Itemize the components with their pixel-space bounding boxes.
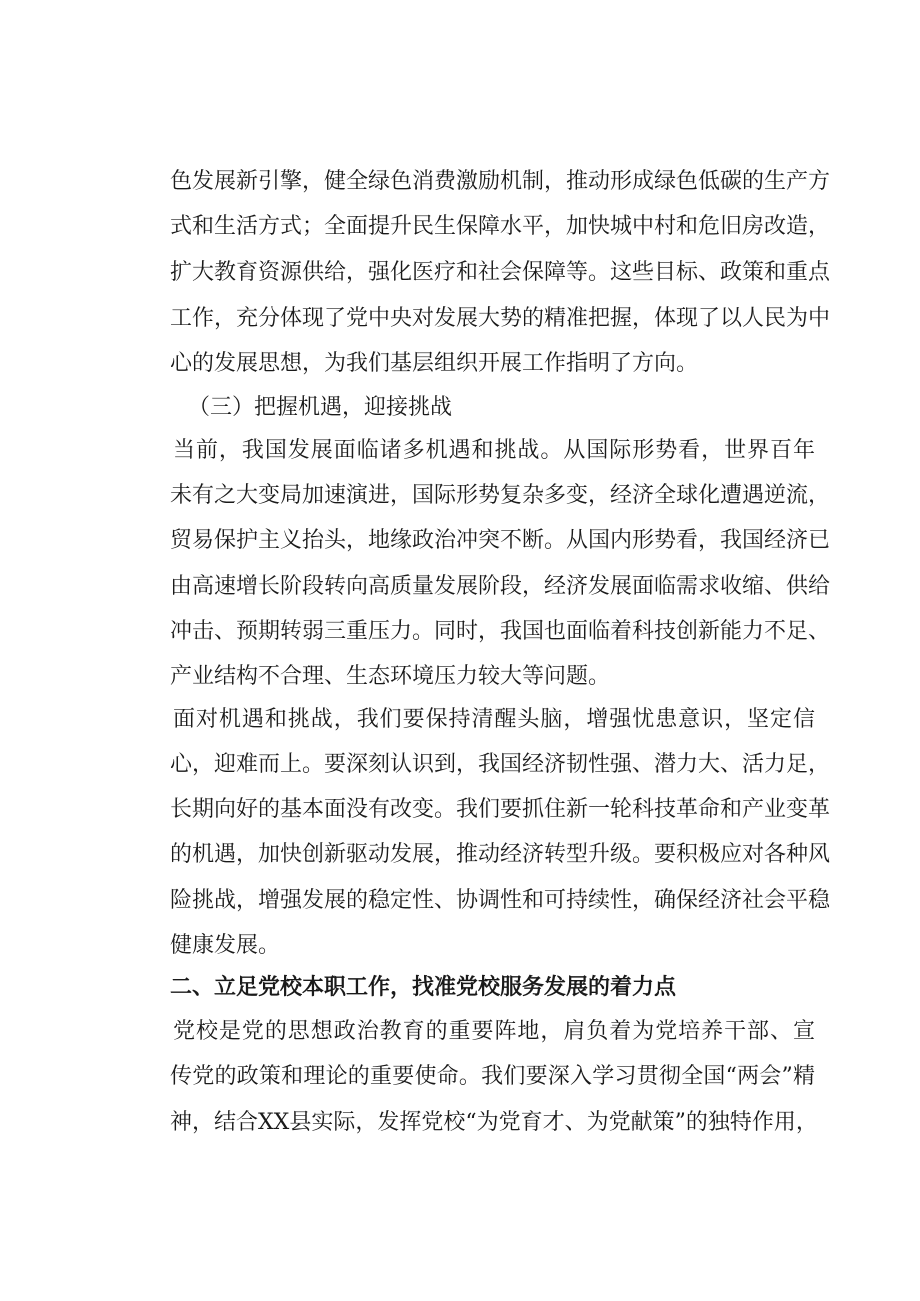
paragraph-2-line-3: 贸易保护主义抬头，地缘政治冲突不断。从国内形势看，我国经济已 <box>170 528 831 553</box>
paragraph-4-line-3: 神，结合XX县实际，发挥党校“为党育才、为党献策”的独特作用， <box>170 1110 818 1135</box>
paragraph-3-line-6: 健康发展。 <box>170 933 281 958</box>
paragraph-4-line-1: 党校是党的思想政治教育的重要阵地，肩负着为党培养干部、宣 <box>173 1019 815 1044</box>
paragraph-1-line-4: 工作，充分体现了党中央对发展大势的精准把握，体现了以人民为中 <box>170 306 831 331</box>
paragraph-1-line-1: 色发展新引擎，健全绿色消费激励机制，推动形成绿色低碳的生产方 <box>170 169 831 194</box>
paragraph-3-line-3: 长期向好的基本面没有改变。我们要抓住新一轮科技革命和产业变革 <box>170 797 831 822</box>
paragraph-3-line-2: 心，迎难而上。要深刻认识到，我国经济韧性强、潜力大、活力足， <box>170 752 831 777</box>
paragraph-2-line-4: 由高速增长阶段转向高质量发展阶段，经济发展面临需求收缩、供给 <box>170 574 831 599</box>
paragraph-2-line-2: 未有之大变局加速演进，国际形势复杂多变，经济全球化遭遇逆流， <box>170 483 831 508</box>
paragraph-1-line-5: 心的发展思想，为我们基层组织开展工作指明了方向。 <box>170 351 699 376</box>
paragraph-2-line-1: 当前，我国发展面临诸多机遇和挑战。从国际形势看，世界百年 <box>173 438 815 463</box>
paragraph-3-line-5: 险挑战，增强发展的稳定性、协调性和可持续性，确保经济社会平稳 <box>170 888 831 913</box>
paragraph-3-line-1: 面对机遇和挑战，我们要保持清醒头脑，增强忧患意识，坚定信 <box>173 707 815 732</box>
section-heading-2: 二、立足党校本职工作，找准党校服务发展的着力点 <box>170 975 677 1000</box>
paragraph-4-line-2: 传党的政策和理论的重要使命。我们要深入学习贯彻全国“两会”精 <box>170 1064 815 1089</box>
paragraph-2-line-5: 冲击、预期转弱三重压力。同时，我国也面临着科技创新能力不足、 <box>170 619 831 644</box>
paragraph-2-line-6: 产业结构不合理、生态环境压力较大等问题。 <box>170 664 611 689</box>
paragraph-1-line-2: 式和生活方式；全面提升民生保障水平，加快城中村和危旧房改造， <box>170 214 831 239</box>
paragraph-3-line-4: 的机遇，加快创新驱动发展，推动经济转型升级。要积极应对各种风 <box>170 842 831 867</box>
paragraph-1-line-3: 扩大教育资源供给，强化医疗和社会保障等。这些目标、政策和重点 <box>170 260 831 285</box>
subheading-3: （三）把握机遇，迎接挑战 <box>188 395 453 420</box>
